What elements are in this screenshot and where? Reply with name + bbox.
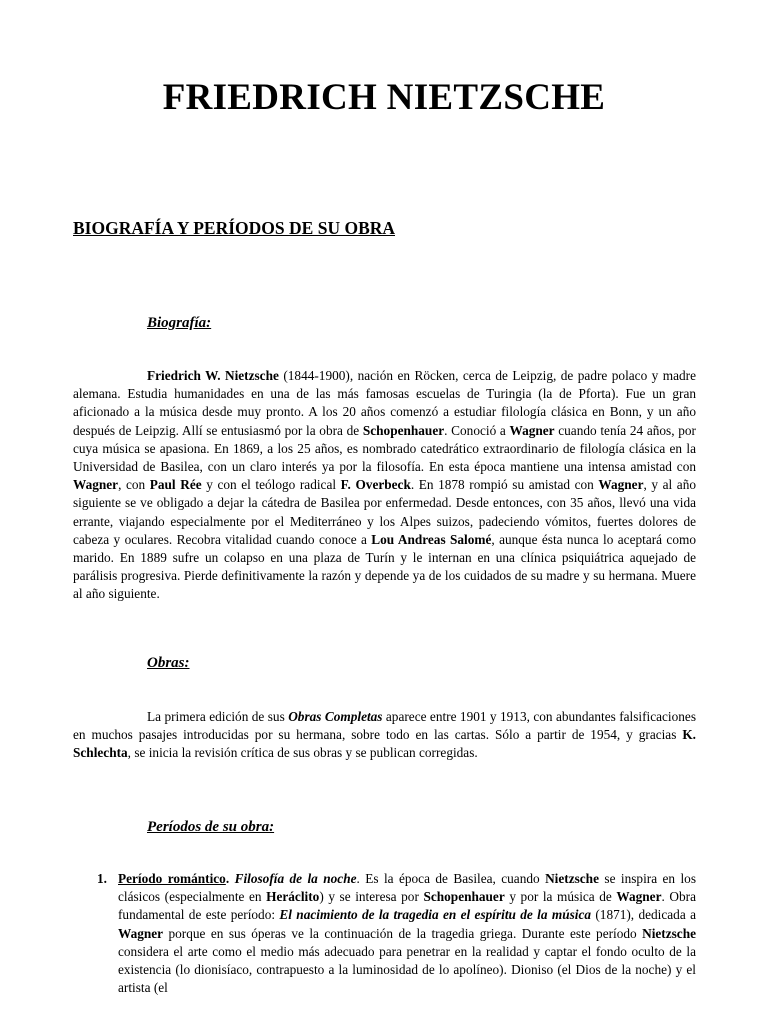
text-run: , aunque ésta nunca lo aceptará como marido. En 1889 sufre un colapso en una plaza de Turín y le internan en una clínica psiquiátrica aquejado de parálisis progresiva. Pierde definitivamente la razón y depende ya de los cuidados de su madre y su hermana. Muere al año siguiente. [73, 531, 696, 602]
text-run: . [225, 871, 235, 886]
text-run: Heráclito [266, 889, 320, 905]
text-run: F. Overbeck [340, 477, 411, 493]
text-run: Wagner [73, 477, 119, 493]
works-paragraph [73, 708, 696, 763]
text-run: Wagner [118, 925, 164, 941]
text-run: Schopenhauer [423, 889, 505, 905]
text-run: cuando tenía 24 años, por cuya música se apasiona. En 1869, a los 25 años, es nombrado catedrático extraordinario de filología clásica en la Universidad de Basilea, con un claro interés ya por la filosofía. En esta época mantiene una intensa amistad con [73, 422, 696, 475]
periods-heading: Períodos de su obra: [147, 819, 275, 835]
text-run: Wagner [598, 477, 644, 493]
text-run: Filosofía de la noche [234, 871, 357, 886]
text-run: Wagner [509, 422, 555, 438]
text-run: Lou Andreas Salomé [371, 531, 492, 547]
text-run: Friedrich W. Nietzsche [147, 368, 279, 383]
text-run: K. Schlechta [73, 727, 696, 761]
text-run: . Es la época de Basilea, cuando [356, 871, 546, 886]
text-run: , y al año siguiente se ve obligado a dejar la cátedra de Basilea por enfermedad. Desde entonces, con 35 años, llevó una vida errante, viajando especialmente por el Mediterráneo y los Alpes suizos, padeciendo vómitos, fuertes dolores de cabeza y oculares. Recobra vitalidad cuando conoce a [73, 477, 697, 547]
works-heading: Obras: [147, 655, 190, 671]
text-run: se inspira en los clásicos (especialmente en [118, 871, 696, 905]
text-run: (1871), dedicada a [591, 907, 696, 923]
periods-list [73, 870, 696, 997]
text-run: Schopenhauer [362, 422, 445, 438]
text-run: considera el arte como el medio más adecuado para penetrar en la realidad y captar el fondo oculto de la existencia (lo dionisíaco, contrapuesto a la luminosidad de lo apolíneo). Dioniso (el Dios de la noche) y el artista (el [118, 943, 696, 996]
text-run: (1844-1900), nación en Röcken, cerca de Leipzig, de padre polaco y madre alemana. Estudia humanidades en una de las más famosas escuelas de Turingia (la de Pforta). Fue un gran aficionado a la música desde muy pronto. A los 20 años comenzó a estudiar filología clásica en Bonn, y un año después de Leipzig. Allí se entusiasmó por la obra de [73, 368, 696, 438]
text-run: , con [118, 477, 150, 493]
text-run: La primera edición de sus [147, 709, 289, 724]
list-item-text [118, 871, 696, 995]
text-run: Período romántico [118, 871, 226, 886]
biography-heading: Biografía: [147, 315, 212, 331]
text-run: y con el teólogo radical [201, 477, 341, 493]
text-run: . En 1878 rompió su amistad con [410, 477, 599, 493]
text-run: Wagner [616, 889, 662, 905]
list-item [73, 870, 696, 997]
section-heading: BIOGRAFÍA Y PERÍODOS DE SU OBRA [73, 218, 396, 238]
list-item-number: 1. [97, 871, 107, 886]
text-run: porque en sus óperas ve la continuación de la tragedia griega. Durante este período [163, 925, 643, 941]
text-run: ) y se interesa por [319, 889, 424, 905]
text-run: El nacimiento de la tragedia en el espíritu de la música [279, 907, 592, 923]
text-run: . Conoció a [444, 422, 510, 438]
text-run: , se inicia la revisión crítica de sus obras y se publican corregidas. [127, 745, 478, 761]
text-run: . Obra fundamental de este período: [118, 889, 696, 923]
text-run: aparece entre 1901 y 1913, con abundantes falsificaciones en muchos pasajes introducidas por su hermana, sobre todo en las cartas. Sólo a partir de 1954, y gracias [73, 709, 696, 743]
text-run: Obras Completas [288, 709, 383, 724]
text-run: Paul Rée [149, 477, 202, 493]
text-run: y por la música de [504, 889, 617, 905]
biography-paragraph [73, 367, 696, 604]
text-run: Nietzsche [545, 871, 599, 886]
text-run: Nietzsche [642, 925, 696, 941]
document-title: FRIEDRICH NIETZSCHE [162, 77, 606, 118]
